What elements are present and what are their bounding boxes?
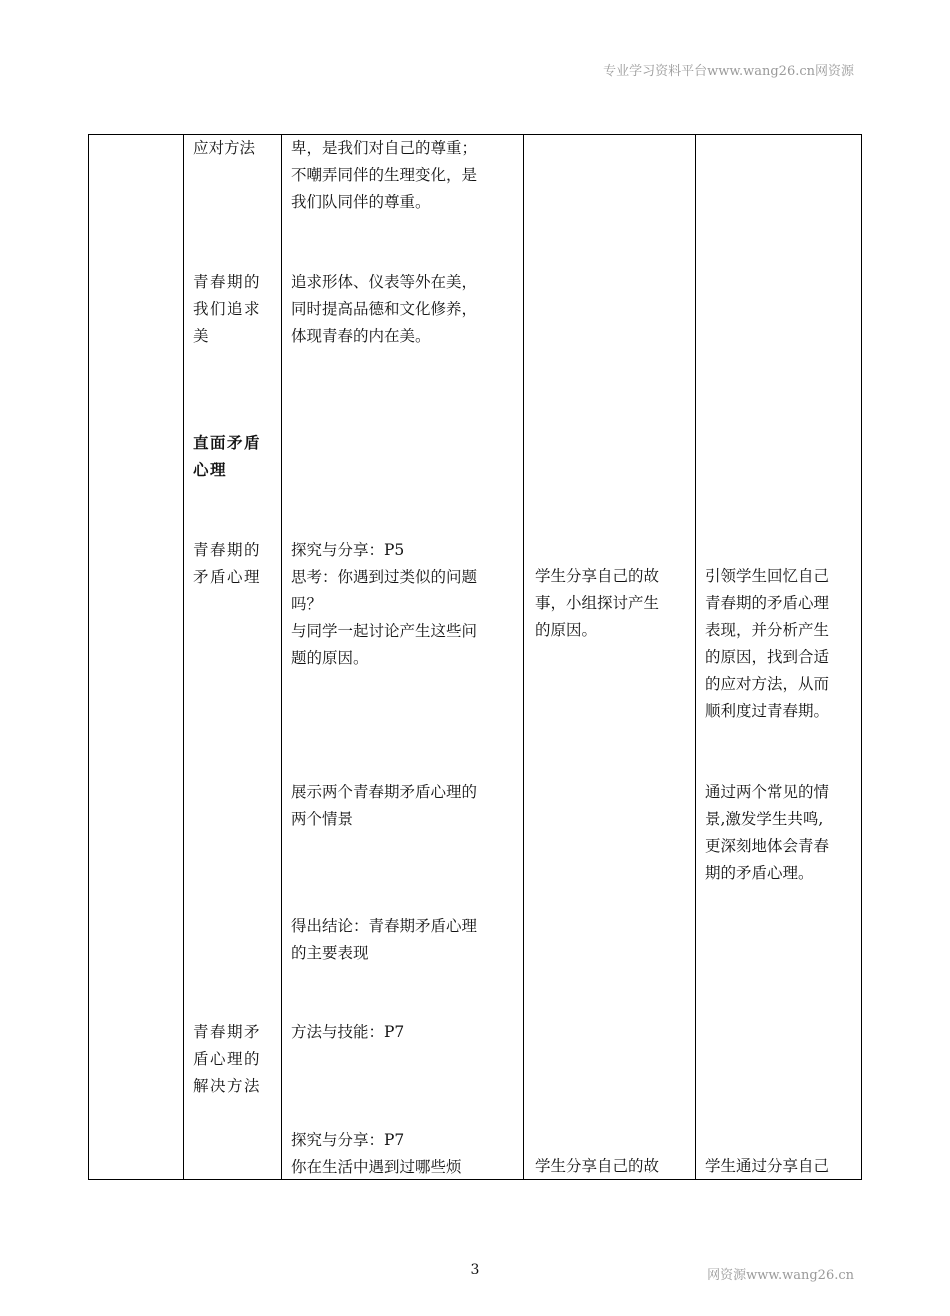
design-intent-cell-3: 学生通过分享自己 (705, 1157, 830, 1175)
design-intent-cell-1: 引领学生回忆自己 青春期的矛盾心理 表现，并分析产生 的原因，找到合适 的应对方法，从而 顺利度过青春期。 (705, 567, 830, 720)
content-cell-explore-share-p5: 探究与分享：P5 思考：你遇到过类似的问题 吗？ 与同学一起讨论产生这些问 题的原因。 (291, 541, 478, 667)
content-cell-two-scenarios: 展示两个青春期矛盾心理的 两个情景 (291, 783, 478, 828)
column-divider (281, 135, 282, 1179)
content-cell-explore-share-p7: 探究与分享：P7 你在生活中遇到过哪些烦 (291, 1131, 462, 1176)
page-header: 专业学习资料平台www.wang26.cn网资源 (603, 64, 854, 79)
page-footer: 网资源www.wang26.cn (707, 1268, 854, 1283)
design-intent-cell-2: 通过两个常见的情 景,激发学生共鸣, 更深刻地体会青春 期的矛盾心理。 (705, 783, 830, 882)
topic-cell-pursuit-of-beauty: 青春期的 我们追求 美 (193, 273, 262, 345)
section-heading-facing-contradictions: 直面矛盾 心理 (193, 433, 262, 479)
column-divider (523, 135, 524, 1179)
topic-cell-resolution-methods: 青春期矛 盾心理的 解决方法 (193, 1023, 262, 1095)
content-cell-conclusion: 得出结论：青春期矛盾心理 的主要表现 (291, 917, 478, 962)
column-divider (695, 135, 696, 1179)
content-cell-beauty: 追求形体、仪表等外在美， 同时提高品德和文化修养， 体现青春的内在美。 (291, 273, 478, 345)
content-cell-respect: 卑，是我们对自己的尊重； 不嘲弄同伴的生理变化，是 我们队同伴的尊重。 (291, 139, 478, 211)
page-number: 3 (470, 1262, 480, 1278)
topic-cell-coping-methods: 应对方法 (193, 139, 256, 157)
student-activity-cell-2: 学生分享自己的故 (535, 1157, 660, 1175)
student-activity-cell-1: 学生分享自己的故 事，小组探讨产生 的原因。 (535, 567, 660, 639)
topic-cell-adolescent-contradictions: 青春期的 矛盾心理 (193, 541, 262, 586)
content-cell-methods-skills-p7: 方法与技能：P7 (291, 1023, 405, 1041)
column-divider (183, 135, 184, 1179)
lesson-plan-table (88, 134, 862, 1180)
